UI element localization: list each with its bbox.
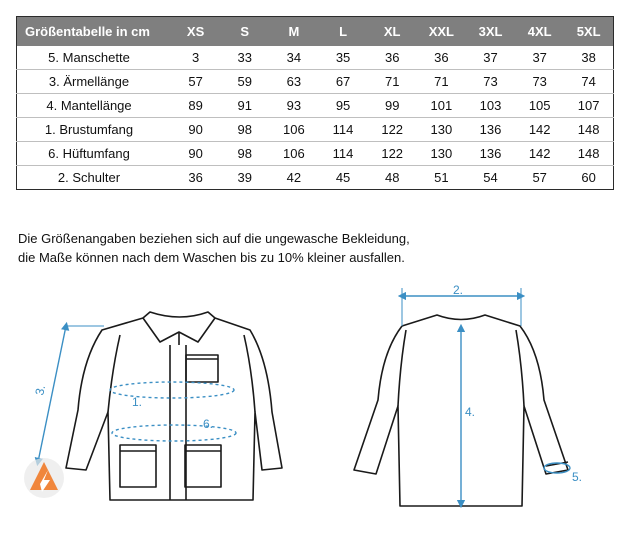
hip-label: 6.: [203, 417, 214, 431]
table-cell: 33: [220, 46, 269, 70]
table-cell: 136: [466, 142, 515, 166]
table-cell: 63: [269, 70, 318, 94]
sleeve-label: 3.: [32, 383, 49, 397]
hip-measure-line: [112, 425, 236, 441]
table-cell: 98: [220, 118, 269, 142]
table-cell: 39: [237, 170, 252, 185]
table-cell: 36: [368, 46, 417, 70]
row-label: 6. Hüftumfang: [17, 142, 172, 166]
header-cell: 5XL: [564, 17, 613, 47]
table-cell: 73: [466, 70, 515, 94]
note-line: Die Größenangaben beziehen sich auf die ungewasche Bekleidung,: [18, 231, 410, 246]
header-cell: Größentabelle in cm: [17, 17, 172, 47]
header-cell: S: [220, 17, 269, 47]
table-cell: 54: [483, 170, 498, 185]
table-cell: 122: [368, 142, 417, 166]
table-cell: 37: [466, 46, 515, 70]
table-cell: 148: [564, 142, 613, 166]
table-cell: 130: [417, 142, 466, 166]
table-cell: 93: [269, 94, 318, 118]
table-cell: 114: [318, 118, 367, 142]
table-cell: 107: [564, 94, 613, 118]
table-cell: 35: [318, 46, 367, 70]
table-cell: 60: [581, 170, 596, 185]
chest-label: 1.: [132, 395, 143, 409]
table-cell: 36: [188, 170, 203, 185]
shoulder-label: 2.: [453, 283, 464, 297]
row-label: 2. Schulter: [57, 170, 121, 185]
table-cell: 59: [220, 70, 269, 94]
table-cell: 142: [515, 142, 564, 166]
table-cell: 103: [466, 94, 515, 118]
table-cell: 148: [564, 118, 613, 142]
table-cell: 38: [564, 46, 613, 70]
table-cell: 57: [532, 170, 547, 185]
header-cell: XL: [368, 17, 417, 47]
table-cell: 74: [564, 70, 613, 94]
header-cell: M: [269, 17, 318, 47]
table-cell: 45: [335, 170, 351, 185]
header-cell: L: [318, 17, 367, 47]
table-cell: 142: [515, 118, 564, 142]
row-label: 5. Manschette: [17, 46, 172, 70]
table-cell: 106: [269, 118, 318, 142]
table-cell: 67: [318, 70, 367, 94]
table-cell: 36: [417, 46, 466, 70]
table-cell: 122: [368, 118, 417, 142]
header-cell: XXL: [417, 17, 466, 47]
table-cell: 98: [220, 142, 269, 166]
table-cell: 130: [417, 118, 466, 142]
table-cell: 136: [466, 118, 515, 142]
cuff-label: 5.: [572, 470, 583, 484]
length-label: 4.: [465, 405, 476, 419]
table-cell: 51: [434, 170, 449, 185]
table-cell: 57: [171, 70, 220, 94]
row-label: 4. Mantellänge: [17, 94, 172, 118]
row-label: 1. Brustumfang: [17, 118, 172, 142]
table-cell: 48: [384, 170, 400, 185]
chest-measure-line: [110, 382, 234, 398]
table-cell: 3: [171, 46, 220, 70]
header-cell: XS: [171, 17, 220, 47]
note-line: die Maße können nach dem Waschen bis zu 10% kleiner ausfallen.: [18, 250, 405, 265]
header-cell: 3XL: [466, 17, 515, 47]
brand-logo: [24, 458, 64, 498]
table-cell: 90: [171, 142, 220, 166]
table-cell: 90: [171, 118, 220, 142]
table-cell: 37: [515, 46, 564, 70]
table-cell: 42: [286, 170, 302, 185]
table-cell: 101: [417, 94, 466, 118]
table-cell: 71: [417, 70, 466, 94]
row-label: 3. Ärmellänge: [17, 70, 172, 94]
table-cell: 34: [269, 46, 318, 70]
table-cell: 105: [515, 94, 564, 118]
table-cell: 71: [368, 70, 417, 94]
header-cell: 4XL: [515, 17, 564, 47]
front-jacket-drawing: [66, 312, 282, 500]
table-cell: 73: [515, 70, 564, 94]
front-measure-lines: [38, 326, 236, 462]
table-cell: 114: [318, 142, 367, 166]
table-cell: 95: [318, 94, 367, 118]
table-cell: 91: [220, 94, 269, 118]
table-cell: 89: [171, 94, 220, 118]
table-cell: 106: [269, 142, 318, 166]
table-cell: 99: [368, 94, 417, 118]
